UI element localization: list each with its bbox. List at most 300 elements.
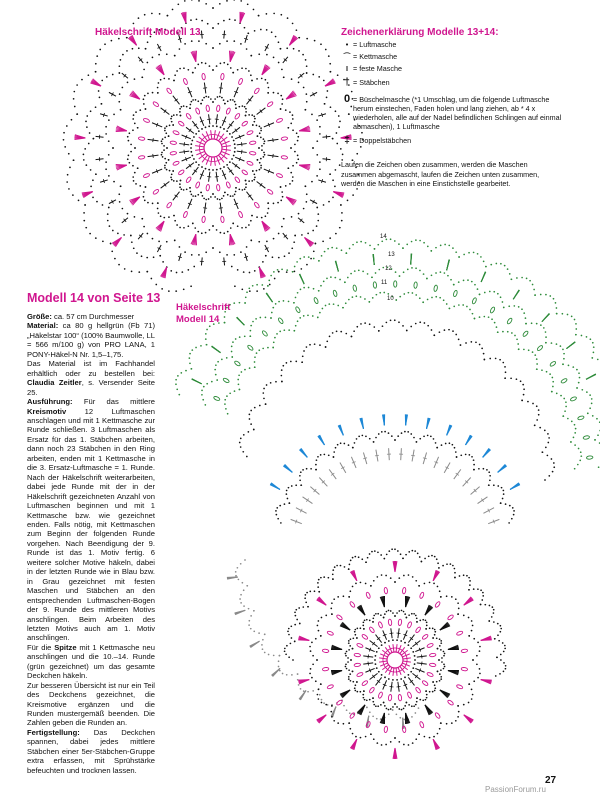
chain-stitch-mark bbox=[422, 699, 424, 701]
chain-stitch-mark bbox=[66, 181, 68, 183]
chain-stitch-mark bbox=[234, 143, 236, 145]
chain-stitch-mark bbox=[290, 625, 292, 627]
cluster-stitch-mark bbox=[220, 73, 224, 80]
cluster-stitch-mark bbox=[361, 680, 368, 686]
chain-stitch-mark bbox=[129, 162, 131, 164]
chain-stitch-mark bbox=[255, 318, 257, 320]
chain-stitch-mark bbox=[284, 650, 286, 652]
chain-stitch-mark bbox=[587, 412, 589, 414]
chain-stitch-mark bbox=[352, 296, 354, 298]
chain-stitch-mark bbox=[403, 611, 405, 613]
chain-stitch-mark bbox=[226, 395, 228, 397]
chain-stitch-mark bbox=[404, 705, 406, 707]
cluster-stitch-mark bbox=[152, 101, 159, 107]
chain-stitch-mark bbox=[292, 118, 294, 120]
chain-stitch-mark bbox=[423, 435, 425, 437]
chain-stitch-mark bbox=[325, 614, 327, 616]
chain-stitch-mark bbox=[505, 371, 507, 373]
chain-stitch-mark bbox=[403, 575, 405, 577]
chain-stitch-mark bbox=[502, 362, 504, 364]
chain-stitch-mark bbox=[338, 126, 340, 128]
chain-stitch-mark bbox=[162, 261, 164, 263]
chain-stitch-mark bbox=[366, 699, 368, 701]
chain-stitch-mark bbox=[328, 577, 330, 579]
chain-stitch-mark bbox=[118, 264, 120, 266]
chain-stitch-mark bbox=[152, 238, 154, 240]
chain-stitch-mark bbox=[300, 484, 302, 486]
chain-stitch-mark bbox=[267, 82, 269, 84]
chain-stitch-mark bbox=[166, 147, 168, 149]
chain-stitch-mark bbox=[349, 645, 351, 647]
chain-stitch-mark bbox=[165, 162, 167, 164]
chain-stitch-mark bbox=[414, 550, 416, 552]
chain-stitch-mark bbox=[457, 613, 459, 615]
chain-stitch-mark bbox=[294, 235, 296, 237]
legend-item-label: = Luftmasche bbox=[353, 40, 397, 49]
chain-stitch-mark bbox=[175, 290, 177, 292]
overview-text: Zur besseren Übersicht ist nur ein Teil des Deckchens gezeichnet, die Kreismotive ergänzen und die Runden mustergemäß beenden. Die Zahlen geben die Runden an. bbox=[27, 680, 155, 728]
chain-stitch-mark bbox=[370, 585, 372, 587]
chain-stitch-mark bbox=[164, 127, 166, 129]
chain-stitch-mark bbox=[400, 678, 402, 680]
chain-stitch-mark bbox=[471, 698, 473, 700]
stitch-crossbar bbox=[207, 176, 211, 177]
chain-stitch-mark bbox=[450, 563, 452, 565]
chain-stitch-mark bbox=[354, 556, 356, 558]
chain-stitch-mark bbox=[230, 99, 232, 101]
treble-crochet-icon: ‡ bbox=[344, 135, 350, 146]
chain-stitch-mark bbox=[449, 308, 451, 310]
cluster-stitch-mark bbox=[402, 587, 406, 594]
cluster-stitch-mark bbox=[183, 211, 188, 218]
chain-stitch-mark bbox=[294, 611, 296, 613]
chain-stitch-mark bbox=[268, 654, 270, 656]
chain-stitch-mark bbox=[398, 741, 400, 743]
chain-stitch-mark bbox=[208, 96, 210, 98]
chain-stitch-mark bbox=[238, 579, 240, 581]
chain-stitch-mark bbox=[229, 133, 231, 135]
chain-stitch-mark bbox=[198, 40, 200, 42]
cluster-stitch-mark bbox=[216, 105, 220, 112]
chain-stitch-mark bbox=[592, 342, 594, 344]
chain-stitch-mark bbox=[248, 224, 250, 226]
chain-stitch-mark bbox=[355, 736, 357, 738]
chain-stitch-mark bbox=[245, 296, 247, 298]
chain-stitch-mark bbox=[341, 212, 343, 214]
chain-stitch-mark bbox=[473, 464, 475, 466]
chain-stitch-mark bbox=[363, 690, 365, 692]
chain-stitch-mark bbox=[488, 316, 490, 318]
stitch-crossbar bbox=[244, 257, 248, 258]
chain-stitch-mark bbox=[108, 207, 110, 209]
chain-stitch-mark bbox=[202, 99, 204, 101]
chain-stitch-mark bbox=[170, 270, 172, 272]
chain-stitch-mark bbox=[444, 329, 446, 331]
chain-stitch-mark bbox=[408, 574, 410, 576]
fan-stitch-mark bbox=[250, 641, 260, 646]
chain-stitch-mark bbox=[336, 132, 338, 134]
fan-stitch-mark bbox=[196, 51, 197, 62]
chain-stitch-mark bbox=[201, 128, 203, 130]
chain-stitch-mark bbox=[350, 659, 352, 661]
chain-stitch-mark bbox=[253, 115, 255, 117]
chain-stitch-mark bbox=[465, 342, 467, 344]
chain-stitch-mark bbox=[280, 522, 282, 524]
cluster-stitch-mark bbox=[249, 151, 256, 155]
chain-stitch-mark bbox=[598, 466, 600, 468]
chain-stitch-mark bbox=[404, 431, 406, 433]
cluster-stitch-mark bbox=[152, 189, 159, 195]
chain-stitch-mark bbox=[477, 588, 479, 590]
chain-stitch-mark bbox=[308, 287, 310, 289]
chain-stitch-mark bbox=[443, 668, 445, 670]
chain-stitch-mark bbox=[262, 261, 264, 263]
chain-stitch-mark bbox=[563, 398, 565, 400]
chain-stitch-mark bbox=[183, 227, 185, 229]
chain-stitch-mark bbox=[445, 443, 447, 445]
chain-stitch-mark bbox=[392, 679, 394, 681]
chain-stitch-mark bbox=[292, 271, 294, 273]
chain-stitch-mark bbox=[290, 643, 292, 645]
chain-stitch-mark bbox=[181, 271, 183, 273]
chain-stitch-mark bbox=[513, 514, 515, 516]
chain-stitch-mark bbox=[238, 383, 240, 385]
chain-stitch-mark bbox=[143, 191, 145, 193]
chain-stitch-mark bbox=[521, 277, 523, 279]
chain-stitch-mark bbox=[325, 704, 327, 706]
chain-stitch-mark bbox=[164, 137, 166, 139]
chain-stitch-mark bbox=[449, 442, 451, 444]
chain-stitch-mark bbox=[102, 204, 104, 206]
chain-stitch-mark bbox=[440, 722, 442, 724]
chain-stitch-mark bbox=[544, 430, 546, 432]
chain-stitch-mark bbox=[545, 342, 547, 344]
chain-stitch-mark bbox=[312, 315, 314, 317]
chain-stitch-mark bbox=[258, 349, 260, 351]
chain-stitch-mark bbox=[403, 271, 405, 273]
chain-stitch-mark bbox=[472, 694, 474, 696]
chain-stitch-mark bbox=[481, 348, 483, 350]
chain-stitch-mark bbox=[286, 269, 288, 271]
chain-stitch-mark bbox=[267, 202, 269, 204]
chain-stitch-mark bbox=[261, 284, 263, 286]
chain-stitch-mark bbox=[245, 111, 247, 113]
chain-stitch-mark bbox=[349, 590, 351, 592]
chain-stitch-mark bbox=[453, 305, 455, 307]
chain-stitch-mark bbox=[247, 3, 249, 5]
chain-stitch-mark bbox=[419, 699, 421, 701]
chain-stitch-mark bbox=[282, 365, 284, 367]
cluster-stitch-mark bbox=[433, 285, 437, 292]
cluster-stitch-mark bbox=[178, 120, 185, 126]
chain-stitch-mark bbox=[183, 189, 185, 191]
chain-stitch-mark bbox=[313, 250, 315, 252]
round-number-11: 11 bbox=[381, 280, 388, 286]
chain-stitch-mark bbox=[381, 744, 383, 746]
model-14-heading: Modell 14 von Seite 13 bbox=[27, 291, 161, 305]
chain-stitch-mark bbox=[463, 280, 465, 282]
crochet-chart-model-14-lace-edge bbox=[175, 238, 600, 480]
chain-stitch-mark bbox=[415, 738, 417, 740]
chain-stitch-mark bbox=[419, 321, 421, 323]
chain-stitch-mark bbox=[208, 198, 210, 200]
chain-stitch-mark bbox=[384, 613, 386, 615]
chain-stitch-mark bbox=[422, 619, 424, 621]
chain-stitch-mark bbox=[298, 82, 300, 84]
chain-stitch-mark bbox=[291, 216, 293, 218]
chain-stitch-mark bbox=[232, 222, 234, 224]
chain-stitch-mark bbox=[331, 247, 333, 249]
chain-stitch-mark bbox=[470, 341, 472, 343]
stitch-crossbar bbox=[244, 38, 248, 39]
chain-stitch-mark bbox=[230, 227, 232, 229]
chain-stitch-mark bbox=[261, 217, 263, 219]
chain-stitch-mark bbox=[374, 248, 376, 250]
chain-stitch-mark bbox=[407, 674, 409, 676]
cluster-stitch-mark bbox=[422, 680, 429, 686]
chain-stitch-mark bbox=[297, 155, 299, 157]
cluster-stitch-mark bbox=[322, 649, 329, 653]
chain-stitch-mark bbox=[479, 293, 481, 295]
chain-stitch-mark bbox=[538, 414, 540, 416]
chain-stitch-mark bbox=[243, 434, 245, 436]
chain-stitch-mark bbox=[131, 271, 133, 273]
chain-stitch-mark bbox=[463, 704, 465, 706]
chain-stitch-mark bbox=[378, 671, 380, 673]
chain-stitch-mark bbox=[402, 247, 404, 249]
chain-stitch-mark bbox=[161, 152, 163, 154]
cluster-stitch-mark bbox=[213, 396, 220, 402]
chain-stitch-mark bbox=[322, 308, 324, 310]
chain-stitch-mark bbox=[248, 608, 250, 610]
chain-stitch-mark bbox=[317, 213, 319, 215]
chain-stitch-mark bbox=[372, 715, 374, 717]
chain-stitch-mark bbox=[303, 256, 305, 258]
chain-stitch-mark bbox=[504, 366, 506, 368]
chain-stitch-mark bbox=[191, 140, 193, 142]
chain-stitch-mark bbox=[440, 669, 442, 671]
chain-stitch-mark bbox=[219, 96, 221, 98]
chain-stitch-mark bbox=[489, 475, 491, 477]
chain-stitch-mark bbox=[234, 194, 236, 196]
chain-stitch-mark bbox=[494, 322, 496, 324]
chain-stitch-mark bbox=[235, 187, 237, 189]
chain-stitch-mark bbox=[260, 29, 262, 31]
chain-stitch-mark bbox=[306, 264, 308, 266]
finish-text: Das Deckchen spannen, dabei jedes mittlere Stäbchen einer 5er-Stäbchen-Gruppe extra erfassen, mit Sprühstärke befeuchten und trocknen lassen. bbox=[27, 727, 155, 775]
chain-stitch-mark bbox=[363, 621, 365, 623]
chain-stitch-mark bbox=[460, 454, 462, 456]
chain-stitch-mark bbox=[167, 15, 169, 17]
chain-stitch-mark bbox=[482, 595, 484, 597]
chain-stitch-mark bbox=[98, 90, 100, 92]
chain-stitch-mark bbox=[434, 629, 436, 631]
chain-stitch-mark bbox=[365, 435, 367, 437]
chain-stitch-mark bbox=[348, 642, 350, 644]
chain-stitch-mark bbox=[369, 699, 371, 701]
chain-stitch-mark bbox=[245, 68, 247, 70]
chain-stitch-mark bbox=[545, 294, 547, 296]
chain-stitch-mark bbox=[95, 106, 97, 108]
chain-stitch-mark bbox=[440, 640, 442, 642]
chain-stitch-mark bbox=[485, 266, 487, 268]
cluster-stitch-mark bbox=[427, 643, 434, 648]
chain-stitch-mark bbox=[256, 284, 258, 286]
chain-stitch-mark bbox=[332, 138, 334, 140]
chain-stitch-mark bbox=[221, 97, 223, 99]
chain-stitch-mark bbox=[159, 255, 161, 257]
chain-stitch-mark bbox=[298, 684, 300, 686]
chain-stitch-mark bbox=[504, 265, 506, 267]
chain-stitch-mark bbox=[130, 151, 132, 153]
chain-stitch-mark bbox=[150, 278, 152, 280]
cluster-stitch-mark bbox=[549, 361, 556, 367]
chain-stitch-mark bbox=[258, 53, 260, 55]
chain-stitch-mark bbox=[415, 580, 417, 582]
chain-stitch-mark bbox=[438, 567, 440, 569]
chain-stitch-mark bbox=[408, 704, 410, 706]
stitch-crossbar bbox=[375, 455, 379, 456]
chain-stitch-mark bbox=[190, 19, 192, 21]
chain-stitch-mark bbox=[452, 330, 454, 332]
chain-stitch-mark bbox=[401, 610, 403, 612]
chain-stitch-mark bbox=[408, 551, 410, 553]
chain-stitch-mark bbox=[211, 381, 213, 383]
chain-stitch-mark bbox=[504, 645, 506, 647]
chain-stitch-mark bbox=[325, 346, 327, 348]
chain-stitch-mark bbox=[261, 149, 263, 151]
chain-stitch-mark bbox=[95, 173, 97, 175]
chain-stitch-mark bbox=[305, 59, 307, 61]
chain-stitch-mark bbox=[212, 247, 214, 249]
stitch-crossbar bbox=[219, 208, 223, 209]
chain-stitch-mark bbox=[85, 164, 87, 166]
chain-stitch-mark bbox=[276, 507, 278, 509]
cluster-stitch-mark bbox=[366, 592, 371, 599]
chain-stitch-mark bbox=[352, 637, 354, 639]
chain-stitch-mark bbox=[319, 126, 321, 128]
chain-stitch-mark bbox=[83, 154, 85, 156]
chain-stitch-mark bbox=[437, 671, 439, 673]
chain-stitch-mark bbox=[539, 427, 541, 429]
chain-stitch-mark bbox=[406, 617, 408, 619]
chain-stitch-mark bbox=[570, 441, 572, 443]
chain-stitch-mark bbox=[242, 582, 244, 584]
cluster-stitch-mark bbox=[419, 592, 424, 599]
chain-stitch-mark bbox=[387, 293, 389, 295]
chain-stitch-mark bbox=[248, 620, 250, 622]
chain-stitch-mark bbox=[369, 245, 371, 247]
chain-stitch-mark bbox=[323, 454, 325, 456]
chain-stitch-mark bbox=[214, 369, 216, 371]
chain-stitch-mark bbox=[493, 484, 495, 486]
chain-stitch-mark bbox=[507, 331, 509, 333]
chain-stitch-mark bbox=[489, 291, 491, 293]
chain-stitch-mark bbox=[327, 90, 329, 92]
chain-stitch-mark bbox=[111, 250, 113, 252]
chain-stitch-mark bbox=[263, 152, 265, 154]
chain-stitch-mark bbox=[254, 366, 256, 368]
chain-stitch-mark bbox=[500, 296, 502, 298]
chain-stitch-mark bbox=[134, 122, 136, 124]
chain-stitch-mark bbox=[390, 610, 392, 612]
chain-stitch-mark bbox=[460, 344, 462, 346]
chain-stitch-mark bbox=[333, 451, 335, 453]
chain-stitch-mark bbox=[133, 247, 135, 249]
stitch-crossbar bbox=[241, 142, 242, 146]
stitch-crossbar bbox=[226, 148, 227, 152]
fan-stitch-mark bbox=[237, 317, 244, 325]
chain-stitch-mark bbox=[415, 239, 417, 241]
chain-stitch-mark bbox=[323, 281, 325, 283]
chain-stitch-mark bbox=[440, 676, 442, 678]
chain-stitch-mark bbox=[260, 127, 262, 129]
chain-stitch-mark bbox=[263, 156, 265, 158]
chain-stitch-mark bbox=[300, 268, 302, 270]
center-ring bbox=[204, 139, 222, 157]
cluster-stitch-mark bbox=[246, 161, 253, 166]
chain-stitch-mark bbox=[353, 330, 355, 332]
legend-item-chain bbox=[341, 40, 568, 49]
fan-stitch-mark bbox=[513, 290, 519, 299]
chain-stitch-mark bbox=[275, 303, 277, 305]
chain-stitch-mark bbox=[503, 490, 505, 492]
chain-stitch-mark bbox=[131, 241, 133, 243]
chain-stitch-mark bbox=[455, 334, 457, 336]
chain-stitch-mark bbox=[190, 147, 192, 149]
chain-stitch-mark bbox=[233, 155, 235, 157]
cluster-stitch-mark bbox=[267, 189, 274, 195]
chain-stitch-mark bbox=[479, 646, 481, 648]
chain-stitch-mark bbox=[412, 742, 414, 744]
chain-stitch-mark bbox=[260, 158, 262, 160]
chain-stitch-mark bbox=[223, 99, 225, 101]
chain-stitch-mark bbox=[235, 338, 237, 340]
chain-stitch-mark bbox=[256, 78, 258, 80]
cluster-stitch-mark bbox=[172, 161, 179, 166]
chain-stitch-mark bbox=[195, 133, 197, 135]
chain-stitch-mark bbox=[127, 213, 129, 215]
chain-stitch-mark bbox=[386, 611, 388, 613]
chain-stitch-mark bbox=[323, 702, 325, 704]
chain-stitch-mark bbox=[164, 167, 166, 169]
chain-stitch-mark bbox=[178, 394, 180, 396]
chain-stitch-mark bbox=[317, 456, 319, 458]
chain-stitch-mark bbox=[330, 276, 332, 278]
chain-stitch-mark bbox=[90, 186, 92, 188]
chain-stitch-mark bbox=[292, 114, 294, 116]
stitch-crossbar bbox=[422, 654, 423, 658]
finish-label: Fertigstellung: bbox=[27, 727, 80, 737]
chain-stitch-mark bbox=[454, 568, 456, 570]
chain-stitch-mark bbox=[233, 302, 235, 304]
cluster-stitch-mark bbox=[388, 694, 392, 701]
double-crochet-icon: † bbox=[344, 77, 350, 88]
chain-stitch-mark bbox=[520, 380, 522, 382]
chain-stitch-mark bbox=[83, 220, 85, 222]
chain-stitch-mark bbox=[292, 659, 294, 661]
chain-stitch-mark bbox=[277, 93, 279, 95]
chain-stitch-mark bbox=[392, 612, 394, 614]
chain-stitch-mark bbox=[391, 548, 393, 550]
cluster-stitch-mark bbox=[166, 87, 172, 94]
chain-stitch-mark bbox=[155, 284, 157, 286]
cluster-stitch-mark bbox=[220, 216, 224, 223]
chain-stitch-mark bbox=[317, 625, 319, 627]
chain-stitch-mark bbox=[411, 550, 413, 552]
chain-stitch-mark bbox=[266, 54, 268, 56]
chain-stitch-mark bbox=[502, 301, 504, 303]
